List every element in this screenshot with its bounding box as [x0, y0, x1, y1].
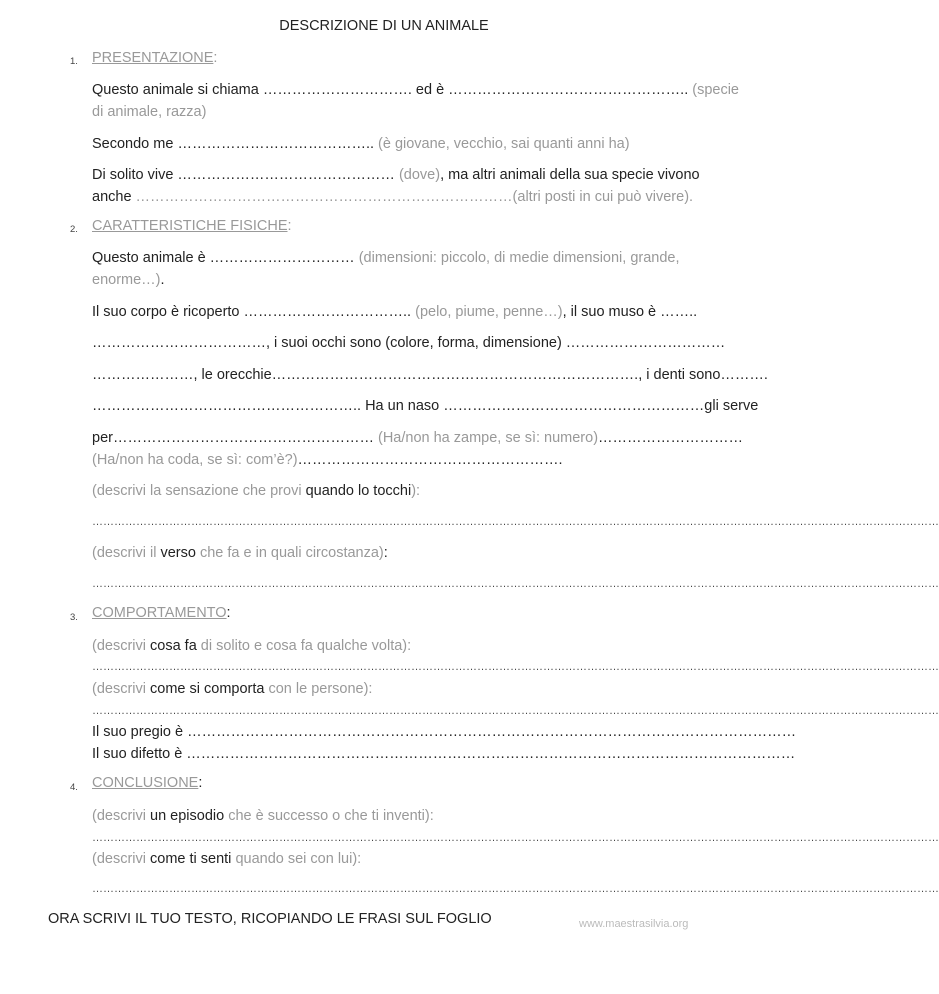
website-credit: www.maestrasilvia.org	[579, 918, 689, 930]
section-heading-comportamento: COMPORTAMENTO:	[92, 605, 231, 621]
line-difetto: Il suo difetto è ………………………………………………………………………………………………………………	[92, 746, 796, 762]
answer-line: ……………………………………………………………………………………………………………………………………………………………………………………………………………	[92, 661, 939, 673]
line-nome-specie: Questo animale si chiama …………………………. ed è ………………………………………….. (specie	[92, 82, 739, 98]
line-eta: Secondo me ………………………………….. (è giovane, vecchio, sai quanti anni ha)	[92, 136, 630, 152]
line-orecchie: …………………, le orecchie…………………………………………………………………., i denti sono……….	[92, 367, 768, 383]
line-naso: ……………………………………………….. Ha un naso ………………………………………………gli serve	[92, 398, 759, 414]
line-coda: (Ha/non ha coda, se sì: com’è?)……………………………………………….	[92, 452, 563, 468]
prompt-tocco: (descrivi la sensazione che provi quando lo tocchi):	[92, 483, 421, 499]
answer-line: ……………………………………………………………………………………………………………………………………………………………………………………………………………	[92, 578, 939, 590]
line-dimensioni: Questo animale è ………………………… (dimensioni: piccolo, di medie dimensioni, grande,	[92, 250, 680, 266]
section-heading-caratteristiche: CARATTERISTICHE FISICHE:	[92, 218, 292, 234]
prompt-episodio: (descrivi un episodio che è successo o che ti inventi):	[92, 808, 434, 824]
section-number: 1.	[70, 56, 78, 67]
line-occhi: ………………………………, i suoi occhi sono (colore, forma, dimensione) ……………………………	[92, 335, 726, 351]
prompt-cosa-fa: (descrivi cosa fa di solito e cosa fa qualche volta):	[92, 638, 412, 654]
section-number: 2.	[70, 224, 78, 235]
answer-line: ……………………………………………………………………………………………………………………………………………………………………………………………………………	[92, 516, 939, 528]
answer-line: ……………………………………………………………………………………………………………………………………………………………………………………………………………	[92, 832, 939, 844]
footer-instruction: ORA SCRIVI IL TUO TESTO, RICOPIANDO LE FRASI SUL FOGLIO	[48, 911, 492, 927]
section-number: 3.	[70, 612, 78, 623]
prompt-sentimenti: (descrivi come ti senti quando sei con lui):	[92, 851, 362, 867]
section-heading-conclusione: CONCLUSIONE:	[92, 775, 203, 791]
prompt-verso: (descrivi il verso che fa e in quali circostanza):	[92, 545, 388, 561]
hint-specie: di animale, razza)	[92, 104, 207, 120]
line-altri-posti: anche ……………………………………………………………………(altri posti in cui può vivere).	[92, 189, 694, 205]
page-title: DESCRIZIONE DI UN ANIMALE	[279, 18, 489, 34]
line-corpo: Il suo corpo è ricoperto …………………………….. (pelo, piume, penne…), il suo muso è ……..	[92, 304, 698, 320]
answer-line: ……………………………………………………………………………………………………………………………………………………………………………………………………………	[92, 883, 939, 895]
line-zampe: per……………………………………………… (Ha/non ha zampe, se sì: numero)…………………………	[92, 430, 744, 446]
line-dove-vive: Di solito vive ……………………………………… (dove), ma altri animali della sua specie vivono	[92, 167, 700, 183]
line-pregio: Il suo pregio è ………………………………………………………………………………………………………………	[92, 724, 797, 740]
prompt-comportamento: (descrivi come si comporta con le persone):	[92, 681, 373, 697]
section-number: 4.	[70, 782, 78, 793]
hint-dimensioni: enorme…).	[92, 272, 165, 288]
answer-line: ……………………………………………………………………………………………………………………………………………………………………………………………………………	[92, 705, 939, 717]
section-heading-presentazione: PRESENTAZIONE:	[92, 50, 218, 66]
